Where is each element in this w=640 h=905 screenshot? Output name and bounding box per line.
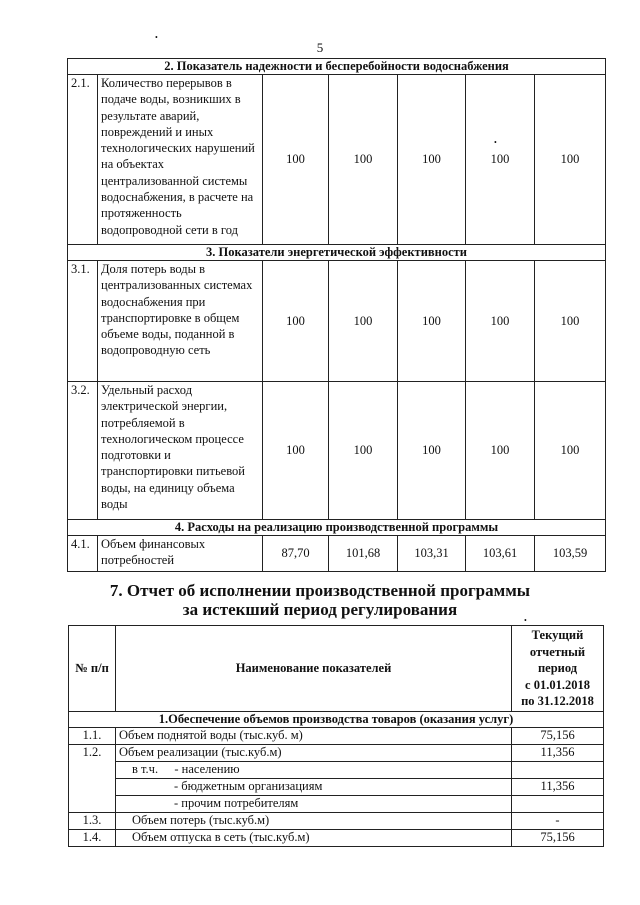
row-number: 3.2.	[68, 382, 98, 520]
section-3-header	[68, 245, 606, 261]
page-number: 5	[316, 40, 324, 55]
row-name: Объем потерь (тыс.куб.м)	[116, 813, 512, 830]
row-name: - бюджетным организациям	[116, 779, 512, 796]
value-cell: 100	[329, 75, 398, 245]
value-cell: 100	[398, 382, 466, 520]
value-cell: 75,156	[512, 830, 604, 847]
value-cell: 100	[535, 382, 606, 520]
table-row	[69, 762, 604, 779]
row-prefix: в т.ч.	[132, 762, 159, 776]
row-name: Доля потерь воды в централизованных системах водоснабжения при транспортировке в общем объеме воды, поданной в водопроводную сеть	[98, 261, 263, 382]
section-4-header	[68, 520, 606, 536]
value-cell: 100	[263, 75, 329, 245]
row-name: Объем финансовых потребностей	[98, 536, 263, 572]
table-row	[69, 745, 604, 762]
value-cell: 100	[263, 382, 329, 520]
report-heading-line2: за истекший период регулирования	[182, 600, 458, 619]
table-row	[69, 728, 604, 745]
row-name: - населению	[174, 762, 240, 776]
row-number: 1.3.	[69, 813, 116, 830]
row-number: 1.4.	[69, 830, 116, 847]
row-number	[69, 796, 116, 813]
value-cell: 103,59	[535, 536, 606, 572]
indicators-table	[67, 58, 606, 572]
value-cell: 11,356	[512, 745, 604, 762]
table-row	[68, 261, 606, 382]
value-cell	[512, 762, 604, 779]
value-cell: 100	[466, 75, 535, 245]
report-table	[68, 625, 604, 847]
table-row	[68, 75, 606, 245]
value-cell: 103,31	[398, 536, 466, 572]
value-cell: 100	[535, 261, 606, 382]
row-name: Объем реализации (тыс.куб.м)	[116, 745, 512, 762]
value-cell: 100	[466, 261, 535, 382]
scan-speck: •	[494, 138, 497, 147]
row-number	[69, 762, 116, 779]
table-row	[69, 830, 604, 847]
table-row	[69, 779, 604, 796]
header-period-line: Текущий	[531, 628, 584, 643]
header-period-line: период	[537, 661, 578, 676]
value-cell: 100	[263, 261, 329, 382]
header-period-line: с 01.01.2018	[525, 677, 590, 692]
value-cell: 103,61	[466, 536, 535, 572]
row-number: 1.1.	[69, 728, 116, 745]
value-cell: 11,356	[512, 779, 604, 796]
value-cell: 100	[329, 261, 398, 382]
row-number	[69, 779, 116, 796]
row-name: Удельный расход электрической энергии, потребляемой в технологическом процессе подготовки и транспортировки питьевой воды, на единицу объема воды	[98, 382, 263, 520]
report-heading-line1: 7. Отчет об исполнении производственной программы	[109, 581, 531, 600]
row-number: 1.2.	[69, 745, 116, 762]
value-cell: 100	[398, 75, 466, 245]
row-name: - прочим потребителям	[116, 796, 512, 813]
table-row	[68, 536, 606, 572]
value-cell: 100	[329, 382, 398, 520]
header-name: Наименование показателей	[116, 626, 512, 712]
scan-speck: •	[155, 33, 158, 42]
row-number: 2.1.	[68, 75, 98, 245]
value-cell: 87,70	[263, 536, 329, 572]
value-cell: 100	[466, 382, 535, 520]
scan-speck: •	[524, 616, 527, 625]
value-cell: 100	[398, 261, 466, 382]
table-row	[69, 813, 604, 830]
value-cell: 100	[535, 75, 606, 245]
section-2-title: 2. Показатель надежности и бесперебойности водоснабжения	[68, 59, 606, 75]
row-name: Объем поднятой воды (тыс.куб. м)	[116, 728, 512, 745]
row-number: 4.1.	[68, 536, 98, 572]
value-cell: -	[512, 813, 604, 830]
value-cell: 75,156	[512, 728, 604, 745]
header-period	[512, 626, 604, 712]
section-2-header	[68, 59, 606, 75]
report-table-header	[69, 626, 604, 712]
value-cell	[512, 796, 604, 813]
value-cell: 101,68	[329, 536, 398, 572]
row-name-cell	[116, 762, 512, 779]
section-3-title: 3. Показатели энергетической эффективности	[68, 245, 606, 261]
header-period-line: по 31.12.2018	[521, 694, 594, 709]
header-num: № п/п	[69, 626, 116, 712]
header-period-line: отчетный	[529, 644, 586, 659]
table-row	[69, 796, 604, 813]
section-1-header	[69, 712, 604, 728]
row-name: Количество перерывов в подаче воды, возникших в результате аварий, повреждений и иных технологических нарушений на объектах централизованной системы водоснабжения, в расчете на протяженность водопроводной сети в год	[98, 75, 263, 245]
row-name: Объем отпуска в сеть (тыс.куб.м)	[116, 830, 512, 847]
section-4-title: 4. Расходы на реализацию производственной программы	[68, 520, 606, 536]
section-1-title: 1.Обеспечение объемов производства товаров (оказания услуг)	[69, 712, 604, 728]
table-row	[68, 382, 606, 520]
row-number: 3.1.	[68, 261, 98, 382]
